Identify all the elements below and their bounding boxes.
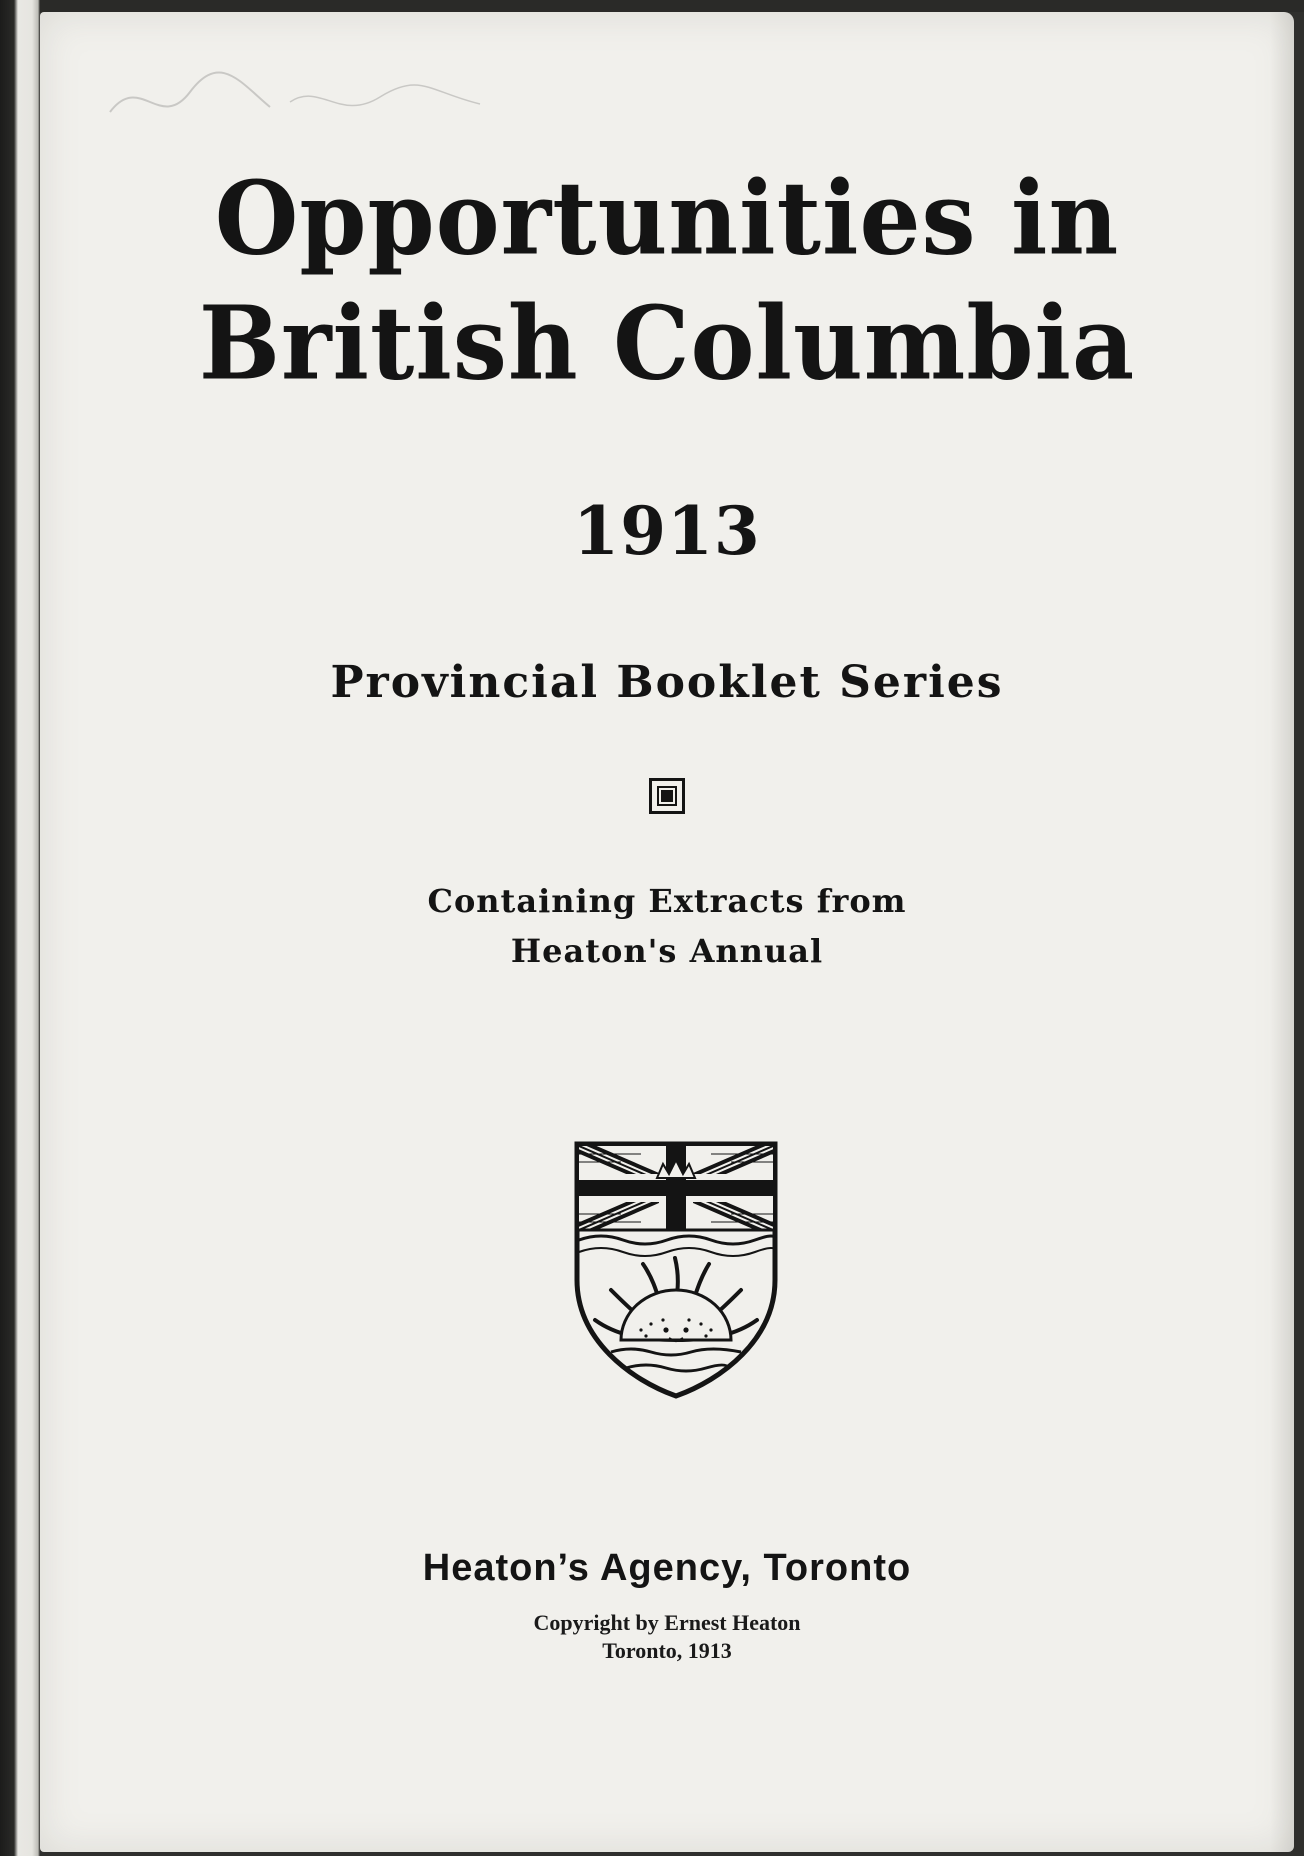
title-line-2: British Columbia bbox=[198, 284, 1136, 403]
pencil-marks-decoration bbox=[100, 52, 520, 142]
square-ornament-inner bbox=[659, 788, 675, 804]
containing-line-1: Containing Extracts from bbox=[427, 882, 907, 920]
page-edge-shadow bbox=[1270, 12, 1294, 1852]
publisher-name: Heaton’s Agency, Toronto bbox=[422, 1547, 912, 1589]
containing-line-2: Heaton's Annual bbox=[510, 932, 824, 970]
scan-top-edge bbox=[0, 0, 1304, 12]
year-heading: 1913 bbox=[573, 492, 761, 570]
series-heading: Provincial Booklet Series bbox=[330, 657, 1004, 708]
title-page bbox=[40, 12, 1294, 1852]
square-ornament-icon bbox=[649, 778, 685, 814]
title-line-1: Opportunities in bbox=[214, 159, 1120, 278]
place-date-line: Toronto, 1913 bbox=[602, 1638, 732, 1663]
british-columbia-coat-of-arms-icon bbox=[571, 1140, 781, 1400]
copyright-line: Copyright by Ernest Heaton bbox=[533, 1610, 801, 1635]
book-spine-edge bbox=[0, 0, 40, 1856]
